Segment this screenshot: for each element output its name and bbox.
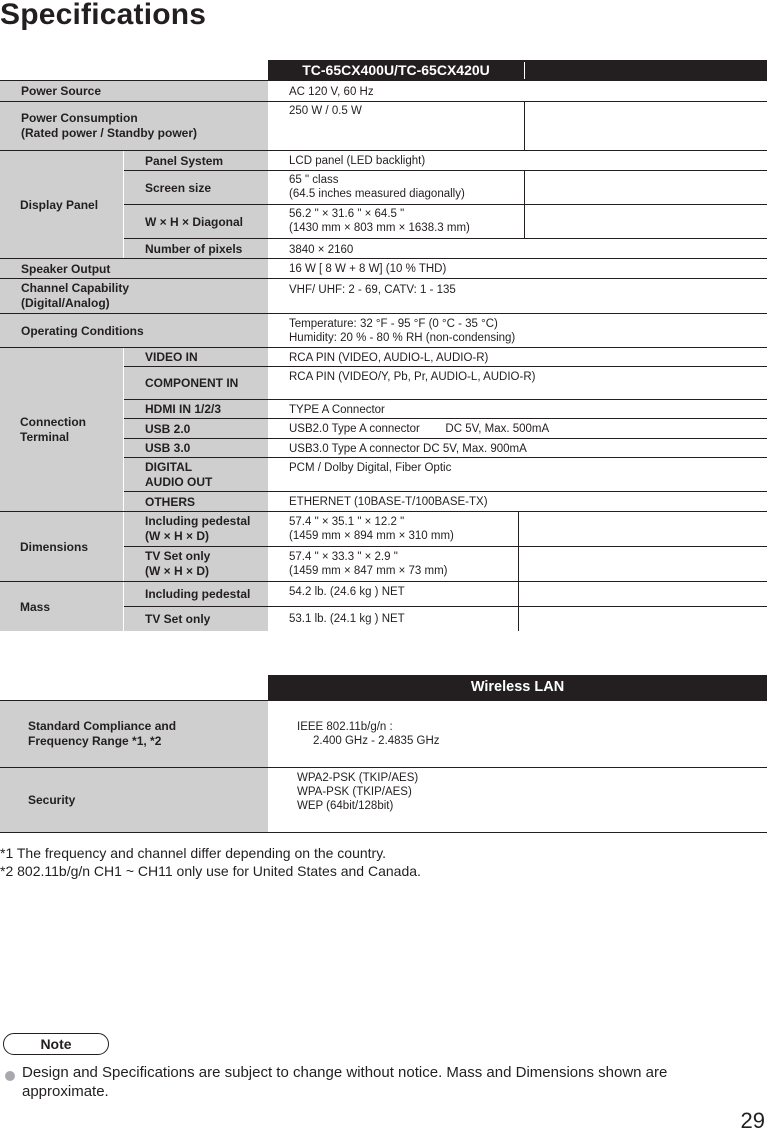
component-in-label: COMPONENT IN: [124, 367, 268, 399]
channel-capability-value: VHF/ UHF: 2 - 69, CATV: 1 - 135: [289, 284, 456, 296]
wlan-header: Wireless LAN: [268, 675, 767, 700]
panel-system-value: LCD panel (LED backlight): [289, 155, 426, 167]
note-text: Design and Specifications are subject to change without notice. Mass and Dimensions shown are approximate.: [22, 1064, 668, 1100]
usb20-label: USB 2.0: [124, 419, 268, 438]
dim-tv-only-label: TV Set only (W × H × D): [124, 547, 268, 581]
dim-with-pedestal-label: Including pedestal (W × H × D): [124, 512, 268, 546]
divider: [518, 512, 519, 631]
power-source-value: AC 120 V, 60 Hz: [289, 86, 374, 98]
whd-value: 56.2 " × 31.6 " × 64.5 " (1430 mm × 803 mm × 1638.3 mm): [289, 208, 470, 234]
power-consumption-value: 250 W / 0.5 W: [289, 105, 362, 117]
speaker-output-value: 16 W [ 8 W + 8 W] (10 % THD): [289, 263, 447, 275]
dimensions-label: Dimensions: [0, 512, 123, 581]
power-source-label: Power Source: [0, 81, 268, 101]
screen-size-label: Screen size: [124, 171, 268, 204]
power-consumption-label: Power Consumption (Rated power / Standby power): [0, 102, 268, 150]
header-separator: [524, 62, 525, 79]
model-header: TC-65CX400U/TC-65CX420U: [268, 60, 524, 81]
usb30-value: USB3.0 Type A connector DC 5V, Max. 900mA: [289, 443, 527, 455]
header-blank-cell: [524, 60, 767, 81]
mass-with-pedestal-label: Including pedestal: [124, 582, 268, 606]
usb20-value: USB2.0 Type A connector DC 5V, Max. 500mA: [289, 423, 550, 435]
digital-audio-out-label: DIGITAL AUDIO OUT: [124, 458, 268, 491]
divider: [0, 832, 767, 833]
footnote-1: *1 The frequency and channel differ depending on the country.: [0, 845, 387, 861]
footnote-2: *2 802.11b/g/n CH1 ~ CH11 only use for United States and Canada.: [0, 863, 421, 879]
panel-system-label: Panel System: [124, 151, 268, 170]
hdmi-in-label: HDMI IN 1/2/3: [124, 400, 268, 418]
mass-with-pedestal-value: 54.2 lb. (24.6 kg ) NET: [289, 586, 405, 598]
channel-capability-label: Channel Capability (Digital/Analog): [0, 279, 268, 313]
operating-conditions-value: Temperature: 32 °F - 95 °F (0 °C - 35 °C) Humidity: 20 % - 80 % RH (non-condensing): [289, 318, 516, 344]
video-in-label: VIDEO IN: [124, 348, 268, 366]
bullet-icon: [5, 1071, 15, 1081]
speaker-output-label: Speaker Output: [0, 259, 268, 278]
component-in-value: RCA PIN (VIDEO/Y, Pb, Pr, AUDIO-L, AUDIO-R): [289, 371, 536, 383]
connection-terminal-label: Connection Terminal: [0, 348, 123, 511]
digital-audio-out-value: PCM / Dolby Digital, Fiber Optic: [289, 462, 452, 474]
mass-tv-only-label: TV Set only: [124, 607, 268, 631]
wlan-standard-label: Standard Compliance and Frequency Range *1, *2: [0, 701, 268, 767]
mass-tv-only-value: 53.1 lb. (24.1 kg ) NET: [289, 613, 405, 625]
others-label: OTHERS: [124, 492, 268, 511]
wlan-standard-value: IEEE 802.11b/g/n : 2.400 GHz - 2.4835 GHz: [297, 721, 440, 747]
note-label: Note: [3, 1033, 109, 1055]
usb30-label: USB 3.0: [124, 439, 268, 457]
pixels-value: 3840 × 2160: [289, 244, 354, 256]
dim-with-pedestal-value: 57.4 " × 35.1 " × 12.2 " (1459 mm × 894 mm × 310 mm): [289, 516, 454, 542]
divider: [524, 102, 525, 150]
dim-tv-only-value: 57.4 " × 33.3 " × 2.9 " (1459 mm × 847 mm × 73 mm): [289, 551, 448, 577]
whd-label: W × H × Diagonal: [124, 205, 268, 238]
others-value: ETHERNET (10BASE-T/100BASE-TX): [289, 496, 488, 508]
hdmi-in-value: TYPE A Connector: [289, 404, 385, 416]
operating-conditions-label: Operating Conditions: [0, 314, 268, 347]
page-title: Specifications: [0, 0, 207, 31]
display-panel-label: Display Panel: [0, 151, 123, 258]
pixels-label: Number of pixels: [124, 239, 268, 258]
page-number: 29: [740, 1108, 765, 1133]
mass-label: Mass: [0, 582, 123, 631]
wlan-security-value: WPA2-PSK (TKIP/AES) WPA-PSK (TKIP/AES) WEP (64bit/128bit): [297, 772, 419, 812]
wlan-security-label: Security: [0, 768, 268, 832]
video-in-value: RCA PIN (VIDEO, AUDIO-L, AUDIO-R): [289, 352, 489, 364]
screen-size-value: 65 " class (64.5 inches measured diagonally): [289, 174, 465, 200]
